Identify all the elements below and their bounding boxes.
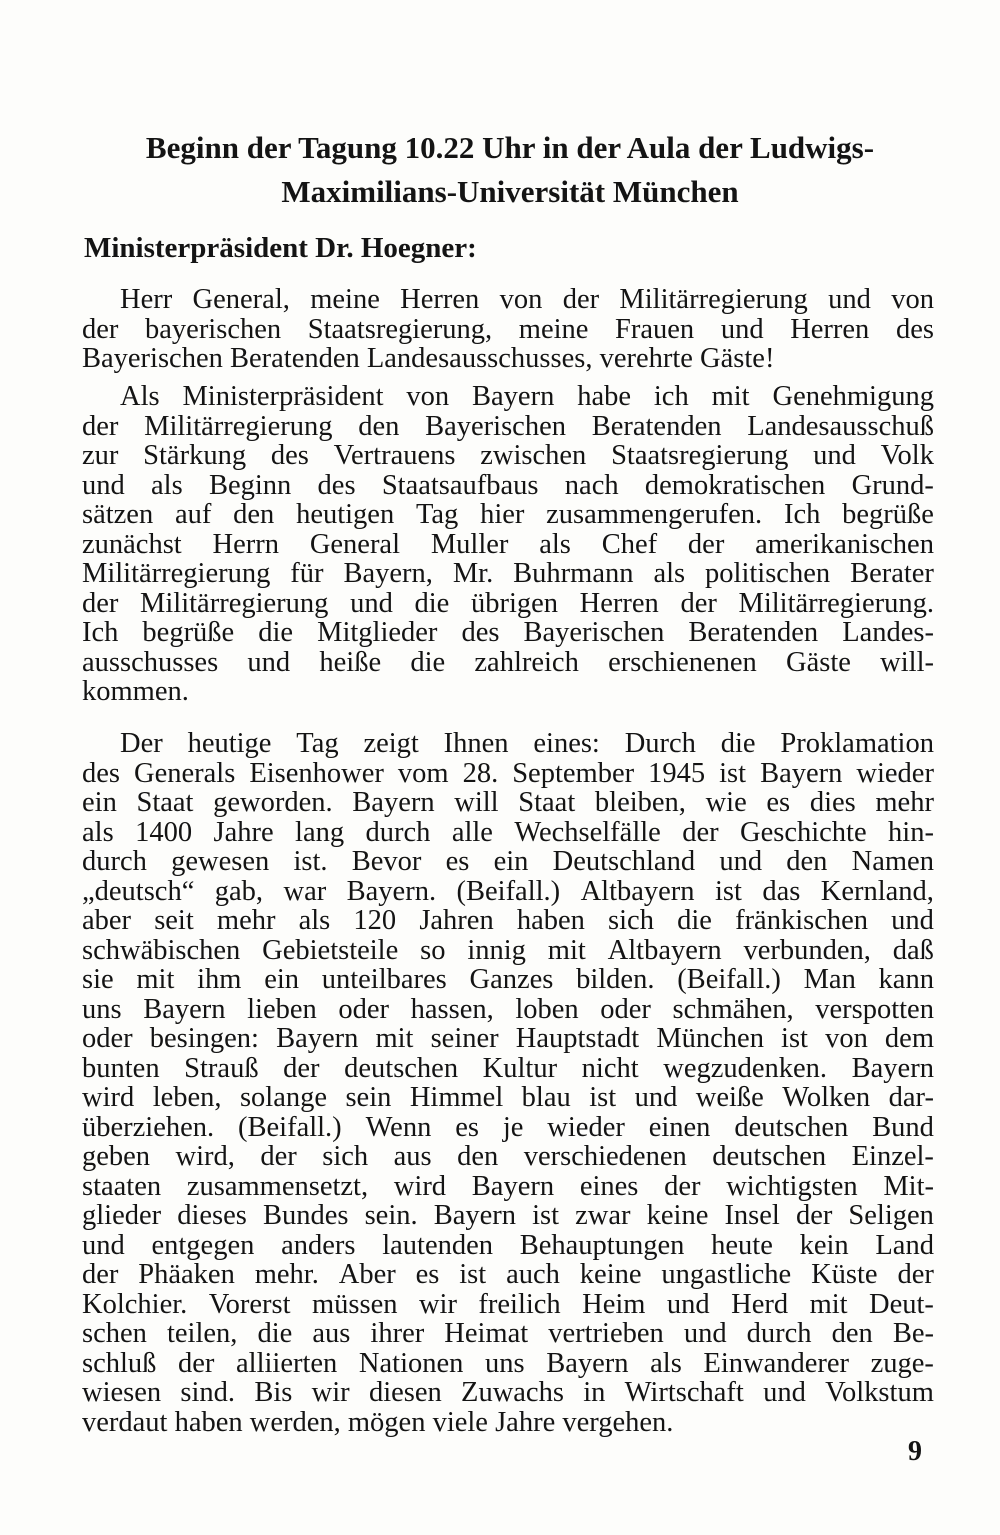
text-line: Ich begrüße die Mitglieder des Bayerischen Beratenden Landes- [82,617,934,648]
heading-line-2: Maximilians-Universität München [281,174,739,209]
text-line: sätzen auf den heutigen Tag hier zusammengerufen. Ich begrüße [82,499,934,530]
text-line: kommen. [82,676,189,707]
text-line: schen teilen, die aus ihrer Heimat vertrieben und durch den Be- [82,1318,934,1349]
text-line: Herr General, meine Herren von der Militärregierung und von [120,284,934,315]
text-line: geben wird, der sich aus den verschiedenen deutschen Einzel- [82,1141,934,1172]
text-line: der bayerischen Staatsregierung, meine Frauen und Herren des [82,313,934,345]
text-line: schluß der alliierten Nationen uns Bayern als Einwanderer zuge- [82,1347,934,1379]
text-line: als 1400 Jahre lang durch alle Wechselfälle der Geschichte hin- [82,816,934,848]
text-line: und als Beginn des Staatsaufbaus nach demokratischen Grund- [82,469,934,501]
text-line: oder besingen: Bayern mit seiner Hauptstadt München ist von dem [82,1023,934,1054]
paragraph-opening [82,382,934,707]
text-line: uns Bayern lieben oder hassen, loben oder schmähen, verspotten [82,993,934,1025]
paragraph-greeting [82,285,934,374]
text-line: ausschusses und heiße die zahlreich erschienenen Gäste will- [82,646,934,678]
text-line: verdaut haben werden, mögen viele Jahre vergehen. [82,1406,674,1438]
heading-line-1: Beginn der Tagung 10.22 Uhr in der Aula der Ludwigs- [145,130,875,165]
text-line: bunten Strauß der deutschen Kultur nicht wegzudenken. Bayern [82,1052,934,1084]
text-line: zur Stärkung des Vertrauens zwischen Staatsregierung und Volk [82,440,934,471]
text-line: Als Ministerpräsident von Bayern habe ich mit Genehmigung [120,381,934,412]
text-line: des Generals Eisenhower vom 28. September 1945 ist Bayern wieder [82,757,934,789]
text-line: wiesen sind. Bis wir diesen Zuwachs in Wirtschaft und Volkstum [82,1377,934,1408]
text-line: Bayerischen Beratenden Landesausschusses, verehrte Gäste! [82,343,775,374]
text-line: Der heutige Tag zeigt Ihnen eines: Durch die Proklamation [120,728,934,759]
paragraph-bavaria [82,729,934,1437]
text-line: der Phäaken mehr. Aber es ist auch keine ungastliche Küste der [82,1259,934,1290]
speaker-label: Ministerpräsident Dr. Hoegner: [84,232,477,264]
text-line: überziehen. (Beifall.) Wenn es je wieder einen deutschen Bund [82,1111,934,1143]
text-line: sie mit ihm ein unteilbares Ganzes bilden. (Beifall.) Man kann [82,964,934,995]
page-number: 9 [908,1436,922,1467]
text-line: glieder dieses Bundes sein. Bayern ist zwar keine Insel der Seligen [82,1200,934,1231]
text-line: der Militärregierung und die übrigen Herren der Militärregierung. [82,587,934,619]
text-line: durch gewesen ist. Bevor es ein Deutschland und den Namen [82,846,934,877]
text-line: und entgegen anders lautenden Behauptungen heute kein Land [82,1229,934,1261]
text-line: ein Staat geworden. Bayern will Staat bleiben, wie es dies mehr [82,787,934,818]
text-line: zunächst Herrn General Muller als Chef der amerikanischen [82,528,934,560]
session-heading [80,126,940,214]
text-line: staaten zusammensetzt, wird Bayern eines der wichtigsten Mit- [82,1170,934,1202]
text-line: aber seit mehr als 120 Jahren haben sich die fränkischen und [82,905,934,936]
text-line: wird leben, solange sein Himmel blau ist und weiße Wolken dar- [82,1082,934,1113]
text-line: „deutsch“ gab, war Bayern. (Beifall.) Altbayern ist das Kernland, [82,875,934,907]
text-line: schwäbischen Gebietsteile so innig mit Altbayern verbunden, daß [82,934,934,966]
text-line: Militärregierung für Bayern, Mr. Buhrmann als politischen Berater [82,558,934,589]
text-line: der Militärregierung den Bayerischen Beratenden Landesausschuß [82,410,934,442]
text-line: Kolchier. Vorerst müssen wir freilich Heim und Herd mit Deut- [82,1288,934,1320]
